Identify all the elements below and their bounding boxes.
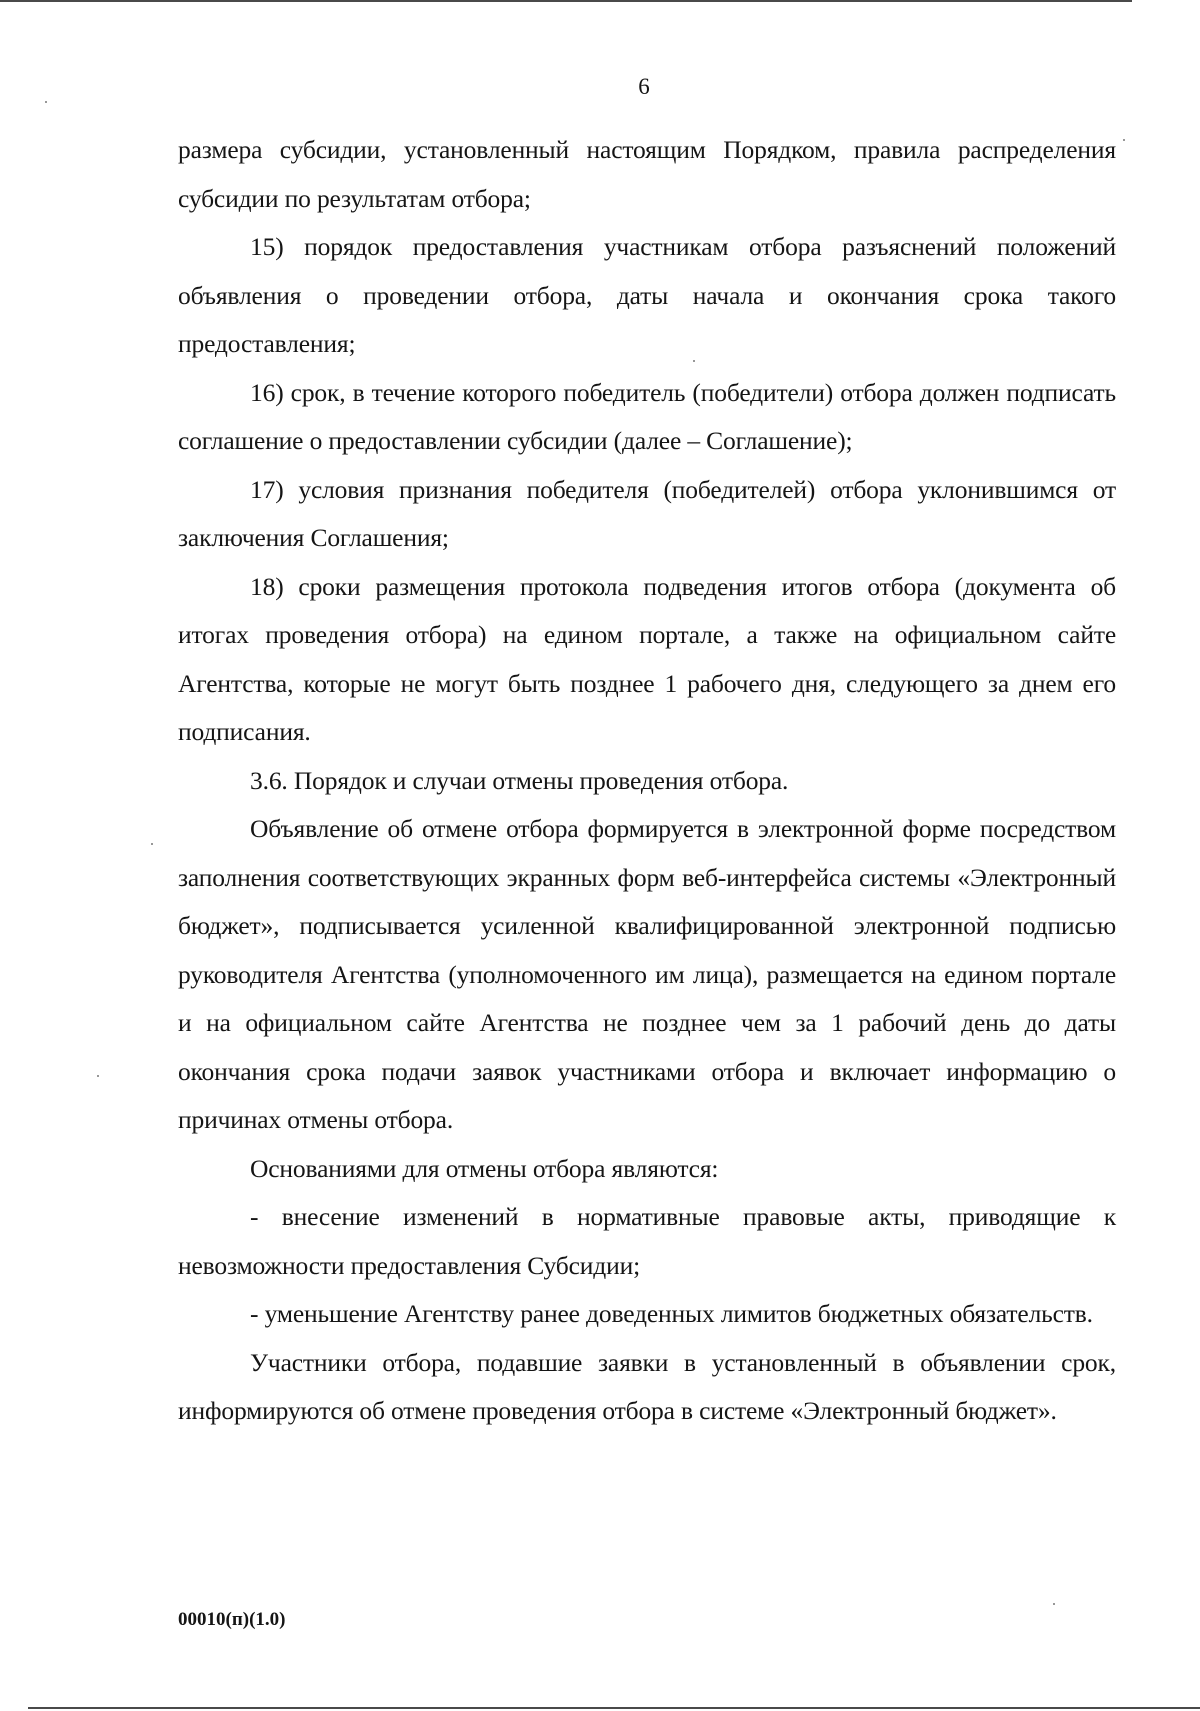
section-heading-3-6: 3.6. Порядок и случаи отмены проведения отбора. bbox=[250, 765, 789, 795]
page-number: 6 bbox=[638, 74, 650, 99]
scan-speck bbox=[151, 843, 153, 845]
paragraph-participants-notification: Участники отбора, подавшие заявки в установленный в объявлении срок, информируются об отмене проведения отбора в системе «Электронный бюджет». bbox=[178, 1347, 1116, 1425]
scan-speck bbox=[97, 1075, 99, 1077]
paragraph-item-16: 16) срок, в течение которого победитель (победители) отбора должен подписать соглашение о предоставлении субсидии (далее – Соглашение); bbox=[178, 377, 1116, 455]
paragraph-cancellation-announcement: Объявление об отмене отбора формируется в электронной форме посредством заполнения соответствующих экранных форм веб-интерфейса системы «Электронный бюджет», подписывается усиленной квалифицированной электронной подписью руководителя Агентства (уполномоченного им лица), размещается на едином портале и на официальном сайте Агентства не позднее чем за 1 рабочий день до даты окончания срока подачи заявок участниками отбора и включает информацию о причинах отмены отбора. bbox=[178, 814, 1116, 1134]
paragraph-item-18: 18) сроки размещения протокола подведения итогов отбора (документа об итогах проведения отбора) на едином портале, а также на официальном сайте Агентства, которые не могут быть позднее 1 рабочего дня, следующего за днем его подписания. bbox=[178, 571, 1116, 746]
document-body bbox=[178, 126, 1116, 1436]
scan-top-edge bbox=[0, 0, 1132, 2]
scan-speck bbox=[1053, 1603, 1055, 1605]
document-code: 00010(п)(1.0) bbox=[178, 1609, 286, 1630]
paragraph-item-15: 15) порядок предоставления участникам отбора разъяснений положений объявления о проведении отбора, даты начала и окончания срока такого предоставления; bbox=[178, 232, 1116, 358]
paragraph-cancellation-grounds-intro: Основаниями для отмены отбора являются: bbox=[250, 1153, 719, 1183]
scan-speck bbox=[693, 360, 695, 362]
paragraph-subsidy-distribution-rules: размера субсидии, установленный настоящим Порядком, правила распределения субсидии по результатам отбора; bbox=[178, 135, 1116, 213]
scan-speck bbox=[1123, 139, 1125, 141]
paragraph-item-17: 17) условия признания победителя (победителей) отбора уклонившимся от заключения Соглашения; bbox=[178, 474, 1116, 552]
scan-bottom-edge bbox=[28, 1707, 1200, 1709]
scan-speck bbox=[45, 101, 47, 103]
list-item-legal-act-changes: - внесение изменений в нормативные правовые акты, приводящие к невозможности предоставления Субсидии; bbox=[178, 1202, 1116, 1280]
list-item-limits-reduction: - уменьшение Агентству ранее доведенных лимитов бюджетных обязательств. bbox=[250, 1299, 1093, 1328]
